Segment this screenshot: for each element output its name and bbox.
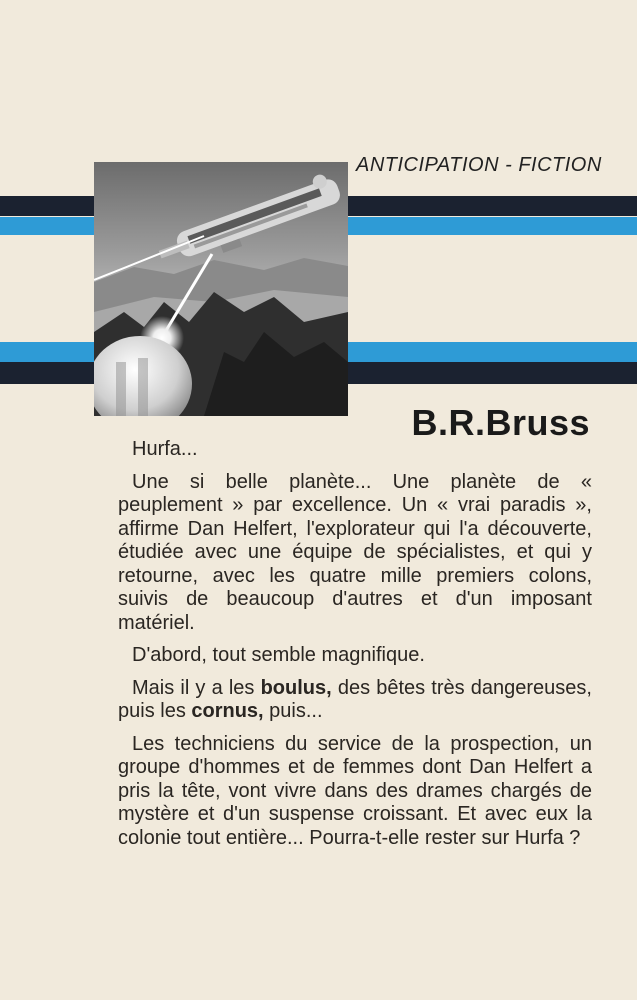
blurb-paragraph-4 xyxy=(118,677,592,724)
blurb-p4-part-a: Mais il y a les xyxy=(132,676,261,699)
blurb-paragraph-2: Une si belle planète... Une planète de « peuplement » par excellence. Un « vrai paradis », affirme Dan Helfert, l'explorateur qui l'a découverte, étudiée avec une équipe de spécialistes, et qui y retourne, avec les quatre mille premiers colons, suivis de beaucoup d'autres et d'un imposant matériel. xyxy=(118,470,592,634)
blurb-p4-part-c: des bêtes très dangereuses, puis les xyxy=(118,676,592,722)
creature-cornus: cornus, xyxy=(191,700,264,722)
author-name: B.R.Bruss xyxy=(411,402,590,443)
blurb-paragraph-3: D'abord, tout semble magnifique. xyxy=(132,644,425,666)
blurb-paragraph-1: Hurfa... xyxy=(132,438,198,460)
blurb-p4-part-d: puis... xyxy=(263,700,323,722)
cover-illustration xyxy=(94,162,348,416)
series-title: ANTICIPATION - FICTION xyxy=(356,154,602,176)
creature-boulus: boulus, xyxy=(260,676,332,699)
blurb-paragraph-5: Les techniciens du service de la prospection, un groupe d'hommes et de femmes dont Dan Helfert a pris la tête, vont vivre dans des drames chargés de mystère et d'un suspense croissant. Et avec eux la colonie tout entière... Pourra-t-elle rester sur Hurfa ? xyxy=(118,732,592,849)
blurb-text xyxy=(118,438,592,859)
